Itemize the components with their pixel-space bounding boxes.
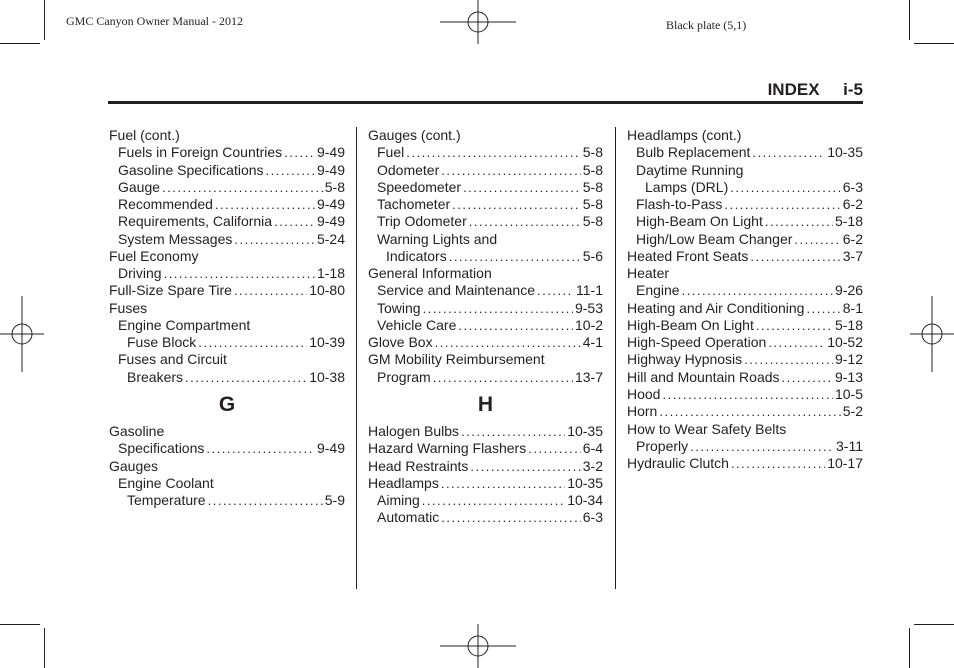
entry-label: Bulb Replacement bbox=[636, 144, 751, 161]
registration-mark-top bbox=[440, 0, 516, 44]
page-reference-link[interactable]: 10-34 bbox=[567, 492, 603, 509]
registration-mark-right bbox=[910, 296, 954, 372]
page-reference-link[interactable]: 9-49 bbox=[316, 161, 345, 178]
page-reference-link[interactable]: 6-2 bbox=[842, 196, 863, 213]
index-entry bbox=[109, 231, 345, 248]
crop-mark bbox=[909, 628, 910, 668]
entry-label: Warning Lights and bbox=[377, 230, 498, 247]
entry-label: Vehicle Care bbox=[377, 316, 457, 333]
page-reference-link[interactable]: 10-2 bbox=[574, 316, 603, 333]
dot-leader bbox=[682, 282, 833, 299]
page-reference-link[interactable]: 10-35 bbox=[567, 474, 603, 491]
registration-mark-left bbox=[0, 296, 44, 372]
section-letter: H bbox=[477, 392, 494, 416]
dot-leader bbox=[461, 423, 565, 440]
index-entry bbox=[109, 334, 345, 351]
index-entry bbox=[627, 351, 863, 368]
page-reference-link[interactable]: 9-13 bbox=[834, 368, 863, 385]
page-reference-link[interactable]: 9-49 bbox=[316, 213, 345, 230]
page-reference-link[interactable]: 9-26 bbox=[834, 282, 863, 299]
index-entry bbox=[627, 144, 863, 161]
crop-mark bbox=[909, 0, 910, 40]
entry-label: Halogen Bulbs bbox=[368, 422, 460, 439]
index-entry bbox=[109, 369, 345, 386]
dot-leader bbox=[659, 403, 840, 420]
entry-label: General Information bbox=[368, 265, 492, 282]
entry-label: Heated Front Seats bbox=[627, 247, 749, 264]
entry-label: GM Mobility Reimbursement bbox=[368, 351, 545, 368]
page-reference-link[interactable]: 13-7 bbox=[574, 368, 603, 385]
index-entry bbox=[368, 196, 603, 213]
entry-label: Fuses bbox=[109, 299, 148, 316]
entry-label: Gauges bbox=[109, 457, 159, 474]
dot-leader bbox=[768, 334, 825, 351]
page-reference-link[interactable]: 5-8 bbox=[582, 178, 603, 195]
dot-leader bbox=[206, 440, 315, 457]
index-heading bbox=[368, 265, 603, 282]
dot-leader bbox=[284, 144, 315, 161]
page-reference-link[interactable]: 10-35 bbox=[567, 422, 603, 439]
page-reference-link[interactable]: 11-1 bbox=[576, 282, 603, 299]
index-heading bbox=[627, 127, 863, 144]
index-heading bbox=[368, 127, 603, 144]
entry-label: Lamps (DRL) bbox=[645, 178, 729, 195]
index-entry bbox=[368, 248, 603, 265]
page-reference-link[interactable]: 10-35 bbox=[827, 144, 863, 161]
index-entry bbox=[627, 213, 863, 230]
dot-leader bbox=[234, 282, 307, 299]
dot-leader bbox=[441, 509, 581, 526]
dot-leader bbox=[266, 162, 315, 179]
dot-leader bbox=[782, 369, 833, 386]
crop-mark bbox=[0, 624, 40, 625]
entry-label: Horn bbox=[627, 403, 658, 420]
entry-label: Engine bbox=[636, 282, 680, 299]
entry-label: Gasoline Specifications bbox=[118, 161, 264, 178]
page-reference-link[interactable]: 6-4 bbox=[582, 440, 603, 457]
index-entry bbox=[109, 196, 345, 213]
page-reference-link[interactable]: 9-53 bbox=[574, 299, 603, 316]
index-entry bbox=[368, 509, 603, 526]
dot-leader bbox=[756, 317, 833, 334]
entry-label: Fuel bbox=[377, 144, 405, 161]
page-reference-link[interactable]: 10-39 bbox=[309, 334, 345, 351]
dot-leader bbox=[469, 213, 581, 230]
page-reference-link[interactable]: 5-8 bbox=[582, 196, 603, 213]
index-entry bbox=[627, 369, 863, 386]
index-entry bbox=[368, 162, 603, 179]
dot-leader bbox=[806, 300, 840, 317]
entry-label: Aiming bbox=[377, 492, 420, 509]
page-reference-link[interactable]: 5-6 bbox=[582, 247, 603, 264]
page-reference-link[interactable]: 5-18 bbox=[834, 316, 863, 333]
index-heading bbox=[627, 162, 863, 179]
entry-label: Speedometer bbox=[377, 178, 462, 195]
index-entry bbox=[368, 144, 603, 161]
index-entry bbox=[368, 475, 603, 492]
dot-leader bbox=[422, 492, 565, 509]
index-heading bbox=[109, 317, 345, 334]
index-entry bbox=[627, 231, 863, 248]
index-entry bbox=[109, 282, 345, 299]
index-column-3 bbox=[627, 127, 863, 472]
page-reference-link[interactable]: 5-8 bbox=[582, 161, 603, 178]
index-column-1 bbox=[109, 127, 345, 509]
index-entry bbox=[368, 317, 603, 334]
entry-label: Driving bbox=[118, 265, 162, 282]
entry-label: Fuse Block bbox=[127, 334, 197, 351]
entry-label: Fuel (cont.) bbox=[109, 127, 180, 143]
page-reference-link[interactable]: 4-1 bbox=[582, 334, 603, 351]
page-reference-link[interactable]: 3-11 bbox=[836, 437, 863, 454]
dot-leader bbox=[662, 386, 833, 403]
plate-label-left: GMC Canyon Owner Manual - 2012 bbox=[66, 14, 243, 28]
entry-label: Heating and Air Conditioning bbox=[627, 299, 805, 316]
page-reference-link[interactable]: 9-12 bbox=[834, 351, 863, 368]
index-entry bbox=[368, 213, 603, 230]
entry-label: Specifications bbox=[118, 440, 205, 457]
entry-label: Glove Box bbox=[368, 334, 433, 351]
dot-leader bbox=[463, 179, 581, 196]
index-column-2 bbox=[368, 127, 603, 527]
dot-leader bbox=[423, 300, 573, 317]
registration-mark-bottom bbox=[440, 624, 516, 668]
index-entry bbox=[368, 282, 603, 299]
dot-leader bbox=[794, 231, 840, 248]
page-reference-link[interactable]: 3-2 bbox=[582, 457, 603, 474]
dot-leader bbox=[452, 196, 581, 213]
entry-label: Fuel Economy bbox=[109, 247, 199, 264]
entry-label: Gasoline bbox=[109, 422, 165, 439]
entry-label: High-Beam On Light bbox=[627, 316, 754, 333]
dot-leader bbox=[731, 455, 825, 472]
index-heading bbox=[109, 248, 345, 265]
crop-mark bbox=[44, 0, 45, 40]
index-entry bbox=[627, 282, 863, 299]
entry-label: Towing bbox=[377, 299, 421, 316]
entry-label: Flash-to-Pass bbox=[636, 196, 723, 213]
index-entry bbox=[627, 403, 863, 420]
page-reference-link[interactable]: 6-3 bbox=[842, 178, 863, 195]
crop-mark bbox=[914, 43, 954, 44]
index-entry bbox=[627, 386, 863, 403]
page-reference-link[interactable]: 5-9 bbox=[324, 492, 345, 509]
page-reference-link[interactable]: 9-49 bbox=[316, 144, 345, 161]
index-entry bbox=[109, 492, 345, 509]
page-reference-link[interactable]: 10-52 bbox=[827, 334, 863, 351]
page-reference-link[interactable]: 8-1 bbox=[842, 299, 863, 316]
crop-mark bbox=[44, 628, 45, 668]
entry-label: Hood bbox=[627, 385, 661, 402]
dot-leader bbox=[406, 144, 581, 161]
entry-label: Hill and Mountain Roads bbox=[627, 368, 780, 385]
page-reference-link[interactable]: 1-18 bbox=[316, 265, 345, 282]
page-reference-link[interactable]: 10-80 bbox=[309, 282, 345, 299]
index-heading bbox=[109, 300, 345, 317]
index-entry bbox=[368, 440, 603, 457]
entry-label: Gauge bbox=[118, 178, 161, 195]
index-entry bbox=[109, 179, 345, 196]
index-entry bbox=[627, 455, 863, 472]
page-reference-link[interactable]: 9-49 bbox=[316, 196, 345, 213]
index-entry bbox=[368, 179, 603, 196]
page-reference-link[interactable]: 10-38 bbox=[309, 368, 345, 385]
section-letter: G bbox=[218, 392, 236, 416]
dot-leader bbox=[449, 248, 581, 265]
entry-label: Full-Size Spare Tire bbox=[109, 282, 232, 299]
entry-label: Hazard Warning Flashers bbox=[368, 440, 527, 457]
entry-label: Gauges (cont.) bbox=[368, 127, 461, 143]
entry-label: Headlamps bbox=[368, 474, 439, 491]
dot-leader bbox=[690, 438, 834, 455]
index-entry bbox=[627, 334, 863, 351]
page-reference-link[interactable]: 5-18 bbox=[834, 213, 863, 230]
entry-label: Tachometer bbox=[377, 196, 451, 213]
entry-label: Fuels in Foreign Countries bbox=[118, 144, 283, 161]
page-header bbox=[108, 80, 863, 106]
dot-leader bbox=[752, 144, 825, 161]
dot-leader bbox=[528, 440, 581, 457]
page-reference-link[interactable]: 5-8 bbox=[582, 213, 603, 230]
index-heading bbox=[109, 351, 345, 368]
index-entry bbox=[368, 334, 603, 351]
entry-label: Odometer bbox=[377, 161, 440, 178]
index-entry bbox=[627, 300, 863, 317]
dot-leader bbox=[274, 213, 315, 230]
dot-leader bbox=[470, 458, 580, 475]
entry-label: Service and Maintenance bbox=[377, 282, 535, 299]
entry-label: Indicators bbox=[386, 247, 447, 264]
entry-label: Headlamps (cont.) bbox=[627, 127, 742, 143]
dot-leader bbox=[744, 351, 833, 368]
index-entry bbox=[627, 196, 863, 213]
dot-leader bbox=[162, 179, 323, 196]
column-divider bbox=[615, 127, 616, 589]
entry-label: Properly bbox=[636, 437, 689, 454]
index-entry bbox=[627, 179, 863, 196]
dot-leader bbox=[441, 162, 581, 179]
page-reference-link[interactable]: 10-5 bbox=[834, 385, 863, 402]
dot-leader bbox=[164, 265, 315, 282]
entry-label: Temperature bbox=[127, 492, 206, 509]
index-entry bbox=[109, 440, 345, 457]
column-divider bbox=[356, 127, 357, 589]
entry-label: Automatic bbox=[377, 509, 440, 526]
page-reference-link[interactable]: 5-2 bbox=[842, 403, 863, 420]
dot-leader bbox=[730, 179, 841, 196]
entry-label: High-Speed Operation bbox=[627, 334, 767, 351]
crop-mark bbox=[914, 624, 954, 625]
page-title: INDEX i-5 bbox=[767, 80, 863, 99]
index-heading bbox=[368, 351, 603, 368]
page-reference-link[interactable]: 3-7 bbox=[842, 247, 863, 264]
entry-label: Highway Hypnosis bbox=[627, 351, 743, 368]
dot-leader bbox=[750, 248, 840, 265]
entry-label: How to Wear Safety Belts bbox=[627, 420, 787, 437]
entry-label: Program bbox=[377, 368, 431, 385]
index-entry bbox=[368, 423, 603, 440]
entry-label: Daytime Running bbox=[636, 161, 744, 178]
dot-leader bbox=[198, 334, 307, 351]
entry-label: Engine Compartment bbox=[118, 316, 251, 333]
dot-leader bbox=[435, 334, 581, 351]
index-entry bbox=[368, 492, 603, 509]
index-heading bbox=[109, 127, 345, 144]
entry-label: Trip Odometer bbox=[377, 213, 467, 230]
dot-leader bbox=[185, 369, 307, 386]
dot-leader bbox=[441, 475, 565, 492]
index-heading bbox=[109, 423, 345, 440]
index-entry bbox=[368, 369, 603, 386]
dot-leader bbox=[537, 282, 574, 299]
entry-label: High-Beam On Light bbox=[636, 213, 763, 230]
index-heading bbox=[627, 421, 863, 438]
entry-label: Breakers bbox=[127, 368, 184, 385]
entry-label: Recommended bbox=[118, 196, 213, 213]
dot-leader bbox=[765, 213, 833, 230]
dot-leader bbox=[724, 196, 840, 213]
page-reference-link[interactable]: 5-8 bbox=[324, 178, 345, 195]
crop-mark bbox=[0, 43, 40, 44]
page-reference-link[interactable]: 10-17 bbox=[827, 455, 863, 472]
page-reference-link[interactable]: 5-8 bbox=[582, 144, 603, 161]
index-entry bbox=[109, 265, 345, 282]
index-heading bbox=[109, 458, 345, 475]
index-entry bbox=[109, 213, 345, 230]
dot-leader bbox=[215, 196, 315, 213]
entry-label: Engine Coolant bbox=[118, 474, 214, 491]
dot-leader bbox=[234, 231, 315, 248]
entry-label: System Messages bbox=[118, 230, 233, 247]
index-heading bbox=[368, 231, 603, 248]
entry-label: Requirements, California bbox=[118, 213, 273, 230]
entry-label: Head Restraints bbox=[368, 457, 469, 474]
index-heading bbox=[109, 475, 345, 492]
entry-label: Heater bbox=[627, 265, 670, 282]
index-entry bbox=[368, 300, 603, 317]
entry-label: High/Low Beam Changer bbox=[636, 230, 793, 247]
dot-leader bbox=[208, 492, 323, 509]
index-entry bbox=[627, 248, 863, 265]
header-rule bbox=[108, 101, 863, 104]
index-entry bbox=[109, 144, 345, 161]
index-entry bbox=[109, 162, 345, 179]
page-reference-link[interactable]: 6-2 bbox=[842, 230, 863, 247]
index-entry bbox=[627, 438, 863, 455]
plate-label-right: Black plate (5,1) bbox=[666, 18, 747, 32]
entry-label: Hydraulic Clutch bbox=[627, 455, 729, 472]
dot-leader bbox=[433, 369, 573, 386]
dot-leader bbox=[458, 317, 573, 334]
index-entry bbox=[368, 458, 603, 475]
index-entry bbox=[627, 317, 863, 334]
page-reference-link[interactable]: 6-3 bbox=[582, 509, 603, 526]
page-reference-link[interactable]: 9-49 bbox=[316, 440, 345, 457]
entry-label: Fuses and Circuit bbox=[118, 351, 227, 368]
page-reference-link[interactable]: 5-24 bbox=[316, 230, 345, 247]
index-heading bbox=[627, 265, 863, 282]
